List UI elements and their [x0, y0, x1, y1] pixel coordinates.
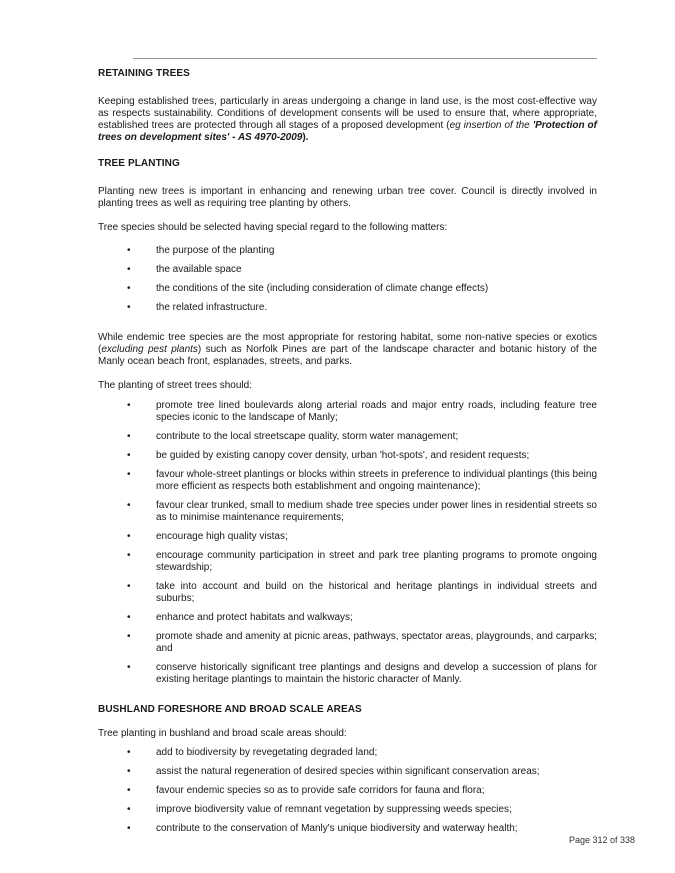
heading-retaining-trees: RETAINING TREES [98, 68, 190, 79]
heading-tree-planting: TREE PLANTING [98, 158, 180, 169]
retaining-text: Keeping established trees, particularly in areas undergoing a change in land use, is the most cost-effective way as respects sustainability. Conditions of development consents will be used to ensure that, where appropriate, established trees are protected through all stages of a proposed development ( [98, 96, 597, 131]
planting-text-end: ) such as Norfolk Pines are part of the landscape character and botanic history of the Manly ocean beach front, esplanades, streets, and parks. [98, 344, 597, 367]
retaining-italic: eg insertion of the [449, 120, 533, 131]
retaining-end: ). [302, 132, 309, 143]
list-item: • encourage community participation in street and park tree planting programs to promote ongoing stewardship; [98, 550, 597, 574]
list-item: • contribute to the local streetscape quality, storm water management; [98, 431, 597, 443]
list-item: • favour whole-street plantings or blocks within streets in preference to individual plantings (this being more efficient as respects both establishment and ongoing maintenance); [98, 469, 597, 493]
planting-paragraph-3 [98, 332, 597, 368]
page-number: Page 312 of 338 [568, 835, 635, 845]
planting-paragraph-4: The planting of street trees should: [98, 380, 252, 391]
list-item: • the related infrastructure. [98, 302, 597, 314]
list-item: • promote shade and amenity at picnic areas, pathways, spectator areas, playgrounds, and carparks; and [98, 631, 597, 655]
list-item: • favour clear trunked, small to medium shade tree species under power lines in residential streets so as to minimise maintenance requirements; [98, 500, 597, 524]
list-item: • be guided by existing canopy cover density, urban 'hot-spots', and resident requests; [98, 450, 597, 462]
list-item: • the available space [98, 264, 597, 276]
list-item: • add to biodiversity by revegetating degraded land; [98, 747, 597, 759]
planting-paragraph-2: Tree species should be selected having special regard to the following matters: [98, 222, 448, 233]
list-item: • improve biodiversity value of remnant vegetation by suppressing weeds species; [98, 804, 597, 816]
list-item: • the conditions of the site (including consideration of climate change effects) [98, 283, 597, 295]
heading-bushland: BUSHLAND FORESHORE AND BROAD SCALE AREAS [98, 704, 362, 715]
list-item: • enhance and protect habitats and walkways; [98, 612, 597, 624]
list-item: • take into account and build on the historical and heritage plantings in individual streets and suburbs; [98, 581, 597, 605]
retaining-paragraph [98, 96, 597, 144]
street-trees-list [98, 400, 597, 686]
planting-text: While endemic tree species are the most appropriate for restoring habitat, some non-native species or exotics ( [98, 332, 597, 355]
list-item: • the purpose of the planting [98, 245, 597, 257]
list-item: • conserve historically significant tree plantings and designs and develop a succession of plans for existing heritage plantings to maintain the historic character of Manly. [98, 662, 597, 686]
list-item: • assist the natural regeneration of desired species within significant conservation areas; [98, 766, 597, 778]
planting-italic: excluding pest plants [101, 344, 198, 355]
bushland-paragraph: Tree planting in bushland and broad scale areas should: [98, 728, 347, 739]
bushland-list [98, 747, 597, 835]
header-rule [133, 58, 597, 59]
list-item: • favour endemic species so as to provide safe corridors for fauna and flora; [98, 785, 597, 797]
list-item: • encourage high quality vistas; [98, 531, 597, 543]
page-content [98, 68, 597, 835]
list-item: • promote tree lined boulevards along arterial roads and major entry roads, including feature tree species iconic to the landscape of Manly; [98, 400, 597, 424]
planting-paragraph-1: Planting new trees is important in enhancing and renewing urban tree cover. Council is directly involved in planting trees as well as requiring tree planting by others. [98, 186, 597, 209]
list-item: • contribute to the conservation of Manly's unique biodiversity and waterway health; [98, 823, 597, 835]
standard-reference: 'Protection of trees on development sites' - AS 4970-2009 [98, 120, 597, 143]
matters-list [98, 245, 597, 314]
